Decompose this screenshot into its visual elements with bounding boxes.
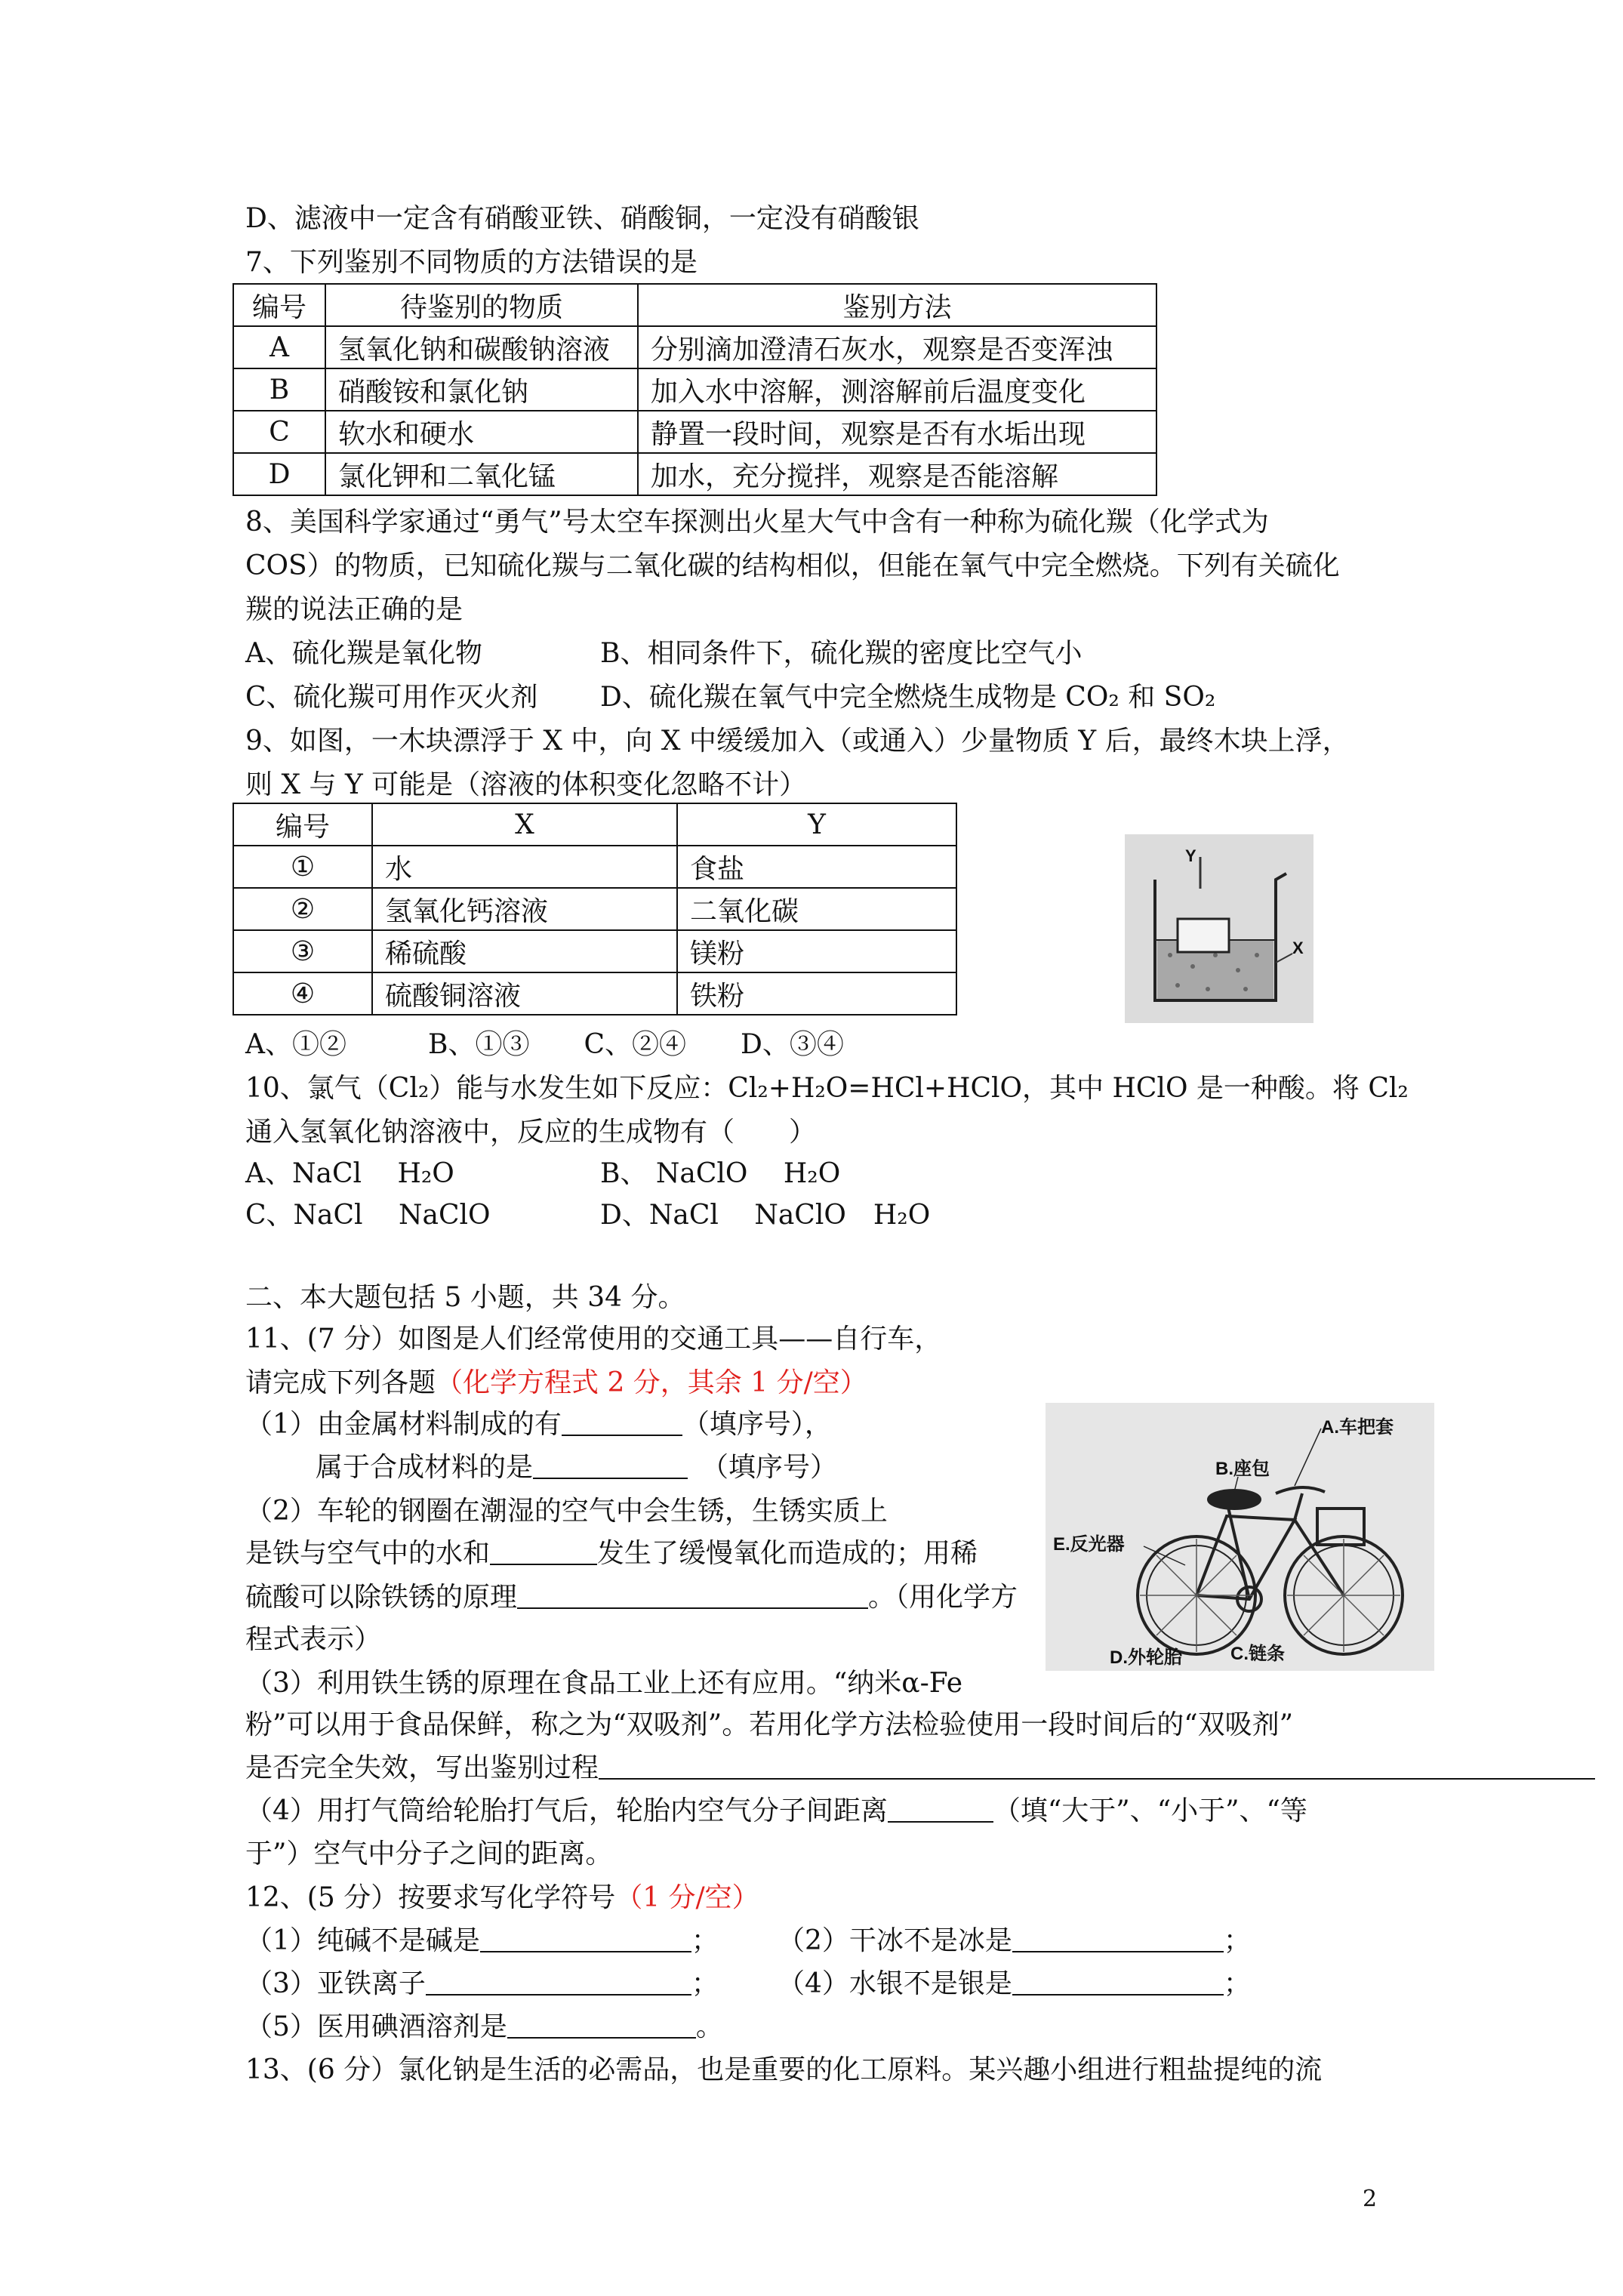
answer-blank[interactable]: [1012, 1928, 1224, 1952]
table-row: [233, 368, 1156, 411]
table-row: [233, 930, 956, 972]
q11-stem-line2: [245, 1367, 867, 1400]
table-cell: ④: [233, 972, 372, 1015]
answer-blank[interactable]: [490, 1541, 597, 1565]
q11-part3-line2: 粉”可以用于食品保鲜，称之为“双吸剂”。若用化学方法检验使用一段时间后的“双吸剂”: [245, 1709, 1294, 1740]
table-cell: 稀硫酸: [372, 930, 677, 972]
q11-part1b-hint: （填序号）: [715, 1452, 838, 1483]
table-cell: 分别滴加澄清石灰水，观察是否变浑浊: [638, 326, 1156, 368]
q9-stem-line1: 9、如图，一木块漂浮于 X 中，向 X 中缓缓加入（或通入）少量物质 Y 后，最终木块上浮，: [245, 726, 1350, 757]
table-cell: 食盐: [677, 846, 956, 888]
q10-option-c: C、NaCl NaClO: [245, 1200, 491, 1231]
q10-option-a: A、NaCl H₂O: [245, 1158, 454, 1189]
q8-stem-line3: 羰的说法正确的是: [245, 594, 463, 625]
q8-option-a: A、硫化羰是氧化物: [245, 638, 482, 669]
q13-stem: 13、(6 分）氯化钠是生活的必需品，也是重要的化工原料。某兴趣小组进行粗盐提纯的流: [245, 2054, 1323, 2085]
q11-part2-line3: [245, 1581, 1018, 1614]
q9-stem-line2: 则 X 与 Y 可能是（溶液的体积变化忽略不计）: [245, 769, 807, 800]
q12-part1-text: （1）纯碱不是碱是: [245, 1925, 480, 1956]
section-2-heading: 二、本大题包括 5 小题，共 34 分。: [245, 1282, 685, 1313]
table-cell: D: [233, 453, 325, 495]
q11-stem-line1: 11、(7 分）如图是人们经常使用的交通工具——自行车，: [245, 1324, 942, 1354]
bike-label-e: E.反光器: [1053, 1534, 1125, 1555]
table-cell: A: [233, 326, 325, 368]
table-cell: 静置一段时间，观察是否有水垢出现: [638, 411, 1156, 453]
q11-part3-line1: （3）利用铁生锈的原理在食品工业上还有应用。“纳米α-Fe: [245, 1668, 963, 1699]
answer-blank[interactable]: [599, 1755, 1595, 1780]
table-cell: ①: [233, 846, 372, 888]
table-header-cell: Y: [677, 803, 956, 846]
q9-table: [233, 803, 957, 1015]
q11-score-note: （化学方程式 2 分，其余 1 分/空）: [436, 1367, 867, 1398]
table-header-cell: 编号: [233, 284, 325, 326]
semicolon: ；: [1223, 1968, 1251, 1999]
answer-blank[interactable]: [533, 1455, 688, 1479]
table-cell: 加水，充分搅拌，观察是否能溶解: [638, 453, 1156, 495]
semicolon: ；: [691, 1968, 719, 1999]
q12-part3: [245, 1968, 719, 2001]
bike-label-d: D.外轮胎: [1110, 1647, 1182, 1668]
q12-part3-text: （3）亚铁离子: [245, 1968, 426, 1999]
q11-part3-line3: [245, 1752, 1595, 1785]
answer-blank[interactable]: [426, 1971, 691, 1996]
q12-part5-text: （5）医用碘酒溶剂是: [245, 2011, 507, 2042]
q11-part4-line2: 于”）空气中分子之间的距离。: [245, 1838, 613, 1869]
q12-part4-text: （4）水银不是银是: [778, 1968, 1012, 1999]
q11-part2-hint: 。（用化学方: [868, 1582, 1018, 1613]
q12-part2: [778, 1925, 1251, 1958]
q11-part1b-text: 属于合成材料的是: [316, 1452, 534, 1483]
q12-part5: [245, 2011, 723, 2044]
semicolon: ；: [1223, 1925, 1251, 1956]
q11-part2-text-end: 发生了缓慢氧化而造成的；用稀: [597, 1538, 978, 1569]
q11-part2-text: 是铁与空气中的水和: [245, 1538, 491, 1569]
q9-options: A、①② B、①③ C、②④ D、③④: [245, 1029, 844, 1060]
q8-option-b: B、相同条件下，硫化羰的密度比空气小: [600, 638, 1083, 669]
beaker-label-x: X: [1292, 938, 1304, 957]
table-cell: C: [233, 411, 325, 453]
semicolon: ；: [691, 1925, 719, 1956]
q6-option-d: D、滤液中一定含有硝酸亚铁、硝酸铜，一定没有硝酸银: [245, 203, 919, 234]
q11-part2-line2: [245, 1537, 978, 1570]
q11-part4-hint: （填“大于”、“小于”、“等: [993, 1795, 1307, 1826]
q11-part2-text: 硫酸可以除铁锈的原理: [245, 1582, 518, 1613]
table-header-row: [233, 284, 1156, 326]
answer-blank[interactable]: [507, 2014, 696, 2039]
q8-option-c: C、硫化羰可用作灭火剂: [245, 682, 538, 713]
table-cell: 铁粉: [677, 972, 956, 1015]
table-header-cell: 待鉴别的物质: [325, 284, 638, 326]
q11-part4-text: （4）用打气筒给轮胎打气后，轮胎内空气分子间距离: [245, 1795, 888, 1826]
table-cell: B: [233, 368, 325, 411]
table-cell: 二氧化碳: [677, 888, 956, 930]
bike-label-a: A.车把套: [1321, 1417, 1394, 1438]
table-cell: 氢氧化钠和碳酸钠溶液: [325, 326, 638, 368]
q11-stem-text: 请完成下列各题: [245, 1367, 436, 1398]
beaker-figure: [1125, 834, 1313, 1023]
table-cell: 软水和硬水: [325, 411, 638, 453]
q11-part1-line1: [245, 1408, 832, 1441]
table-header-cell: 编号: [233, 803, 372, 846]
q12-part1: [245, 1925, 719, 1958]
table-row: [233, 411, 1156, 453]
answer-blank[interactable]: [517, 1585, 868, 1609]
q11-part1-hint: （填序号），: [682, 1409, 832, 1440]
answer-blank[interactable]: [480, 1928, 691, 1952]
table-header-cell: X: [372, 803, 677, 846]
q10-option-d: D、NaCl NaClO H₂O: [600, 1200, 931, 1231]
q8-option-d: D、硫化羰在氧气中完全燃烧生成物是 CO₂ 和 SO₂: [600, 682, 1216, 713]
table-row: [233, 888, 956, 930]
answer-blank[interactable]: [888, 1798, 993, 1823]
q11-part2-line4: 程式表示）: [245, 1624, 382, 1655]
q11-part2-line1: （2）车轮的钢圈在潮湿的空气中会生锈，生锈实质上: [245, 1496, 888, 1527]
q8-stem-line1: 8、美国科学家通过“勇气”号太空车探测出火星大气中含有一种称为硫化羰（化学式为: [245, 507, 1269, 538]
table-cell: 镁粉: [677, 930, 956, 972]
q7-stem: 7、下列鉴别不同物质的方法错误的是: [245, 247, 698, 278]
table-cell: 硝酸铵和氯化钠: [325, 368, 638, 411]
q11-part4-line1: [245, 1795, 1307, 1828]
q10-option-b: B、 NaClO H₂O: [600, 1158, 841, 1189]
answer-blank[interactable]: [562, 1412, 682, 1436]
q10-stem-line1: 10、氯气（Cl₂）能与水发生如下反应：Cl₂+H₂O=HCl+HClO，其中 HClO 是一种酸。将 Cl₂: [245, 1073, 1409, 1104]
q11-part3-text: 是否完全失效，写出鉴别过程: [245, 1752, 599, 1783]
q7-table: [233, 283, 1157, 496]
table-cell: ③: [233, 930, 372, 972]
table-cell: 氯化钾和二氧化锰: [325, 453, 638, 495]
bicycle-figure: [1046, 1403, 1434, 1671]
q10-stem-line2: 通入氢氧化钠溶液中，反应的生成物有（ ）: [245, 1117, 817, 1148]
table-row: [233, 846, 956, 888]
q12-part2-text: （2）干冰不是冰是: [778, 1925, 1012, 1956]
table-row: [233, 453, 1156, 495]
q12-part4: [778, 1968, 1251, 2001]
table-row: [233, 972, 956, 1015]
table-header-cell: 鉴别方法: [638, 284, 1156, 326]
table-cell: ②: [233, 888, 372, 930]
page-number: 2: [1363, 2186, 1378, 2212]
answer-blank[interactable]: [1012, 1971, 1224, 1996]
q11-part1-text: （1）由金属材料制成的有: [245, 1409, 562, 1440]
beaker-label-y: Y: [1185, 846, 1196, 865]
q8-stem-line2: COS）的物质，已知硫化羰与二氧化碳的结构相似，但能在氧气中完全燃烧。下列有关硫化: [245, 550, 1340, 581]
q12-score-note: （1 分/空）: [615, 1882, 759, 1913]
table-header-row: [233, 803, 956, 846]
q12-stem: [245, 1881, 759, 1915]
table-cell: 水: [372, 846, 677, 888]
q11-part1-line2: [316, 1451, 837, 1484]
period: 。: [695, 2011, 723, 2042]
table-row: [233, 326, 1156, 368]
q12-stem-text: 12、(5 分）按要求写化学符号: [245, 1882, 616, 1913]
bike-label-c: C.链条: [1230, 1644, 1285, 1664]
table-cell: 氢氧化钙溶液: [372, 888, 677, 930]
table-cell: 加入水中溶解，测溶解前后温度变化: [638, 368, 1156, 411]
table-cell: 硫酸铜溶液: [372, 972, 677, 1015]
bike-label-b: B.座包: [1215, 1459, 1270, 1479]
